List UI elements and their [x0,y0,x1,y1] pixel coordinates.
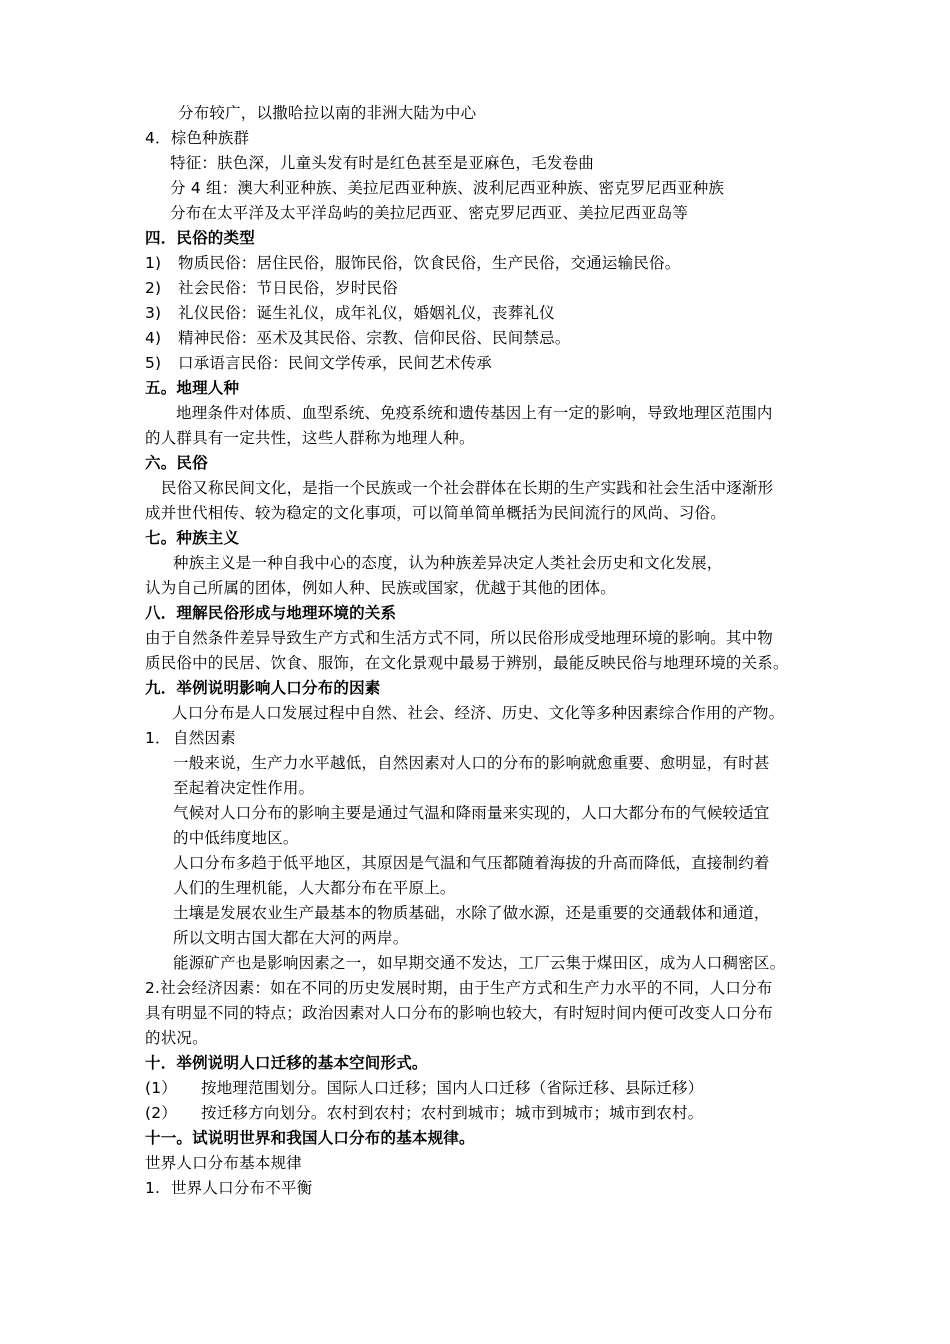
list-number: 1) [145,254,162,272]
text-line: 人口分布多趋于低平地区，其原因是气温和气压都随着海拔的升高而降低，直接制约着 [173,854,770,872]
section-heading: 十．举例说明人口迁移的基本空间形式。 [145,1054,428,1072]
text-line: 至起着决定性作用。 [173,779,315,797]
text-line: 气候对人口分布的影响主要是通过气温和降雨量来实现的，人口大都分布的气候较适宜 [173,804,770,822]
list-item [145,1078,703,1098]
section-heading: 九．举例说明影响人口分布的因素 [145,679,381,697]
text-line: 能源矿产也是影响因素之一，如早期交通不发达，工厂云集于煤田区，成为人口稠密区。 [173,954,786,972]
text-line: 4．棕色种族群 [145,129,250,147]
text-line: 人口分布是人口发展过程中自然、社会、经济、历史、文化等多种因素综合作用的产物。 [172,704,785,722]
list-item [145,328,571,348]
list-item-text: 礼仪民俗：诞生礼仪，成年礼仪，婚姻礼仪，丧葬礼仪 [178,304,555,322]
text-line: 成并世代相传、较为稳定的文化事项，可以简单简单概括为民间流行的风尚、习俗。 [145,504,726,522]
text-line: 的人群具有一定共性，这些人群称为地理人种。 [145,429,475,447]
list-number: 1. [145,1179,161,1197]
text-line: 人们的生理机能，人大都分布在平原上。 [173,879,456,897]
text-line: 土壤是发展农业生产最基本的物质基础，水除了做水源，还是重要的交通载体和通道， [173,904,770,922]
text-line: 的中低纬度地区。 [173,829,299,847]
text-line: 由于自然条件差异导致生产方式和生活方式不同，所以民俗形成受地理环境的影响。其中物 [145,629,774,647]
text-line: 的状况。 [145,1029,208,1047]
list-number: 5) [145,354,162,372]
list-number: (1） [145,1079,178,1097]
text-line: 分 4 组：澳大利亚种族、美拉尼西亚种族、波利尼西亚种族、密克罗尼西亚种族 [170,179,725,197]
list-item-text: 口承语言民俗：民间文学传承，民间艺术传承 [178,354,493,372]
list-item-text: 世界人口分布不平衡 [171,1179,313,1197]
list-number: 2) [145,279,162,297]
list-item [145,1103,703,1123]
text-line: 世界人口分布基本规律 [145,1154,303,1172]
section-heading: 六。民俗 [145,454,208,472]
list-item [145,253,680,273]
list-item [145,728,236,748]
list-number: 4) [145,329,162,347]
list-item-text: 精神民俗：巫术及其民俗、宗教、信仰民俗、民间禁忌。 [178,329,571,347]
section-heading: 四．民俗的类型 [145,229,255,247]
list-number: (2） [145,1104,178,1122]
text-line: 认为自己所属的团体，例如人种、民族或国家，优越于其他的团体。 [145,579,617,597]
section-heading: 十一。试说明世界和我国人口分布的基本规律。 [145,1129,475,1147]
list-number: 3) [145,304,162,322]
text-line: 分布在太平洋及太平洋岛屿的美拉尼西亚、密克罗尼西亚、美拉尼西亚岛等 [170,204,689,222]
list-item [145,1178,312,1198]
list-item-text: 物质民俗：居住民俗，服饰民俗，饮食民俗，生产民俗，交通运输民俗。 [178,254,681,272]
list-item-text: 社会民俗：节日民俗，岁时民俗 [178,279,398,297]
text-line: 特征：肤色深，儿童头发有时是红色甚至是亚麻色，毛发卷曲 [170,154,594,172]
text-line: 具有明显不同的特点；政治因素对人口分布的影响也较大，有时短时间内便可改变人口分布 [145,1004,774,1022]
text-line: 2.社会经济因素：如在不同的历史发展时期，由于生产方式和生产力水平的不同，人口分布 [145,979,773,997]
text-line: 种族主义是一种自我中心的态度，认为种族差异决定人类社会历史和文化发展， [173,554,723,572]
section-heading: 五。地理人种 [145,379,240,397]
text-line: 质民俗中的民居、饮食、服饰，在文化景观中最易于辨别，最能反映民俗与地理环境的关系。 [145,654,789,672]
text-line: 一般来说，生产力水平越低，自然因素对人口的分布的影响就愈重要、愈明显，有时甚 [173,754,770,772]
list-item [145,303,555,323]
text-line: 地理条件对体质、血型系统、免疫系统和遗传基因上有一定的影响，导致地理区范围内 [176,404,773,422]
list-item-text: 按地理范围划分。国际人口迁移；国内人口迁移（省际迁移、县际迁移） [201,1079,704,1097]
list-number: 1． [145,729,171,747]
list-item [145,278,398,298]
list-item-text: 按迁移方向划分。农村到农村；农村到城市；城市到城市；城市到农村。 [201,1104,704,1122]
text-line: 分布较广，以撒哈拉以南的非洲大陆为中心 [178,104,477,122]
text-line: 所以文明古国大都在大河的两岸。 [173,929,409,947]
list-item-text: 自然因素 [173,729,236,747]
text-line: 民俗又称民间文化，是指一个民族或一个社会群体在长期的生产实践和社会生活中逐渐形 [161,479,774,497]
section-heading: 七。种族主义 [145,529,240,547]
list-item [145,353,492,373]
section-heading: 八．理解民俗形成与地理环境的关系 [145,604,397,622]
